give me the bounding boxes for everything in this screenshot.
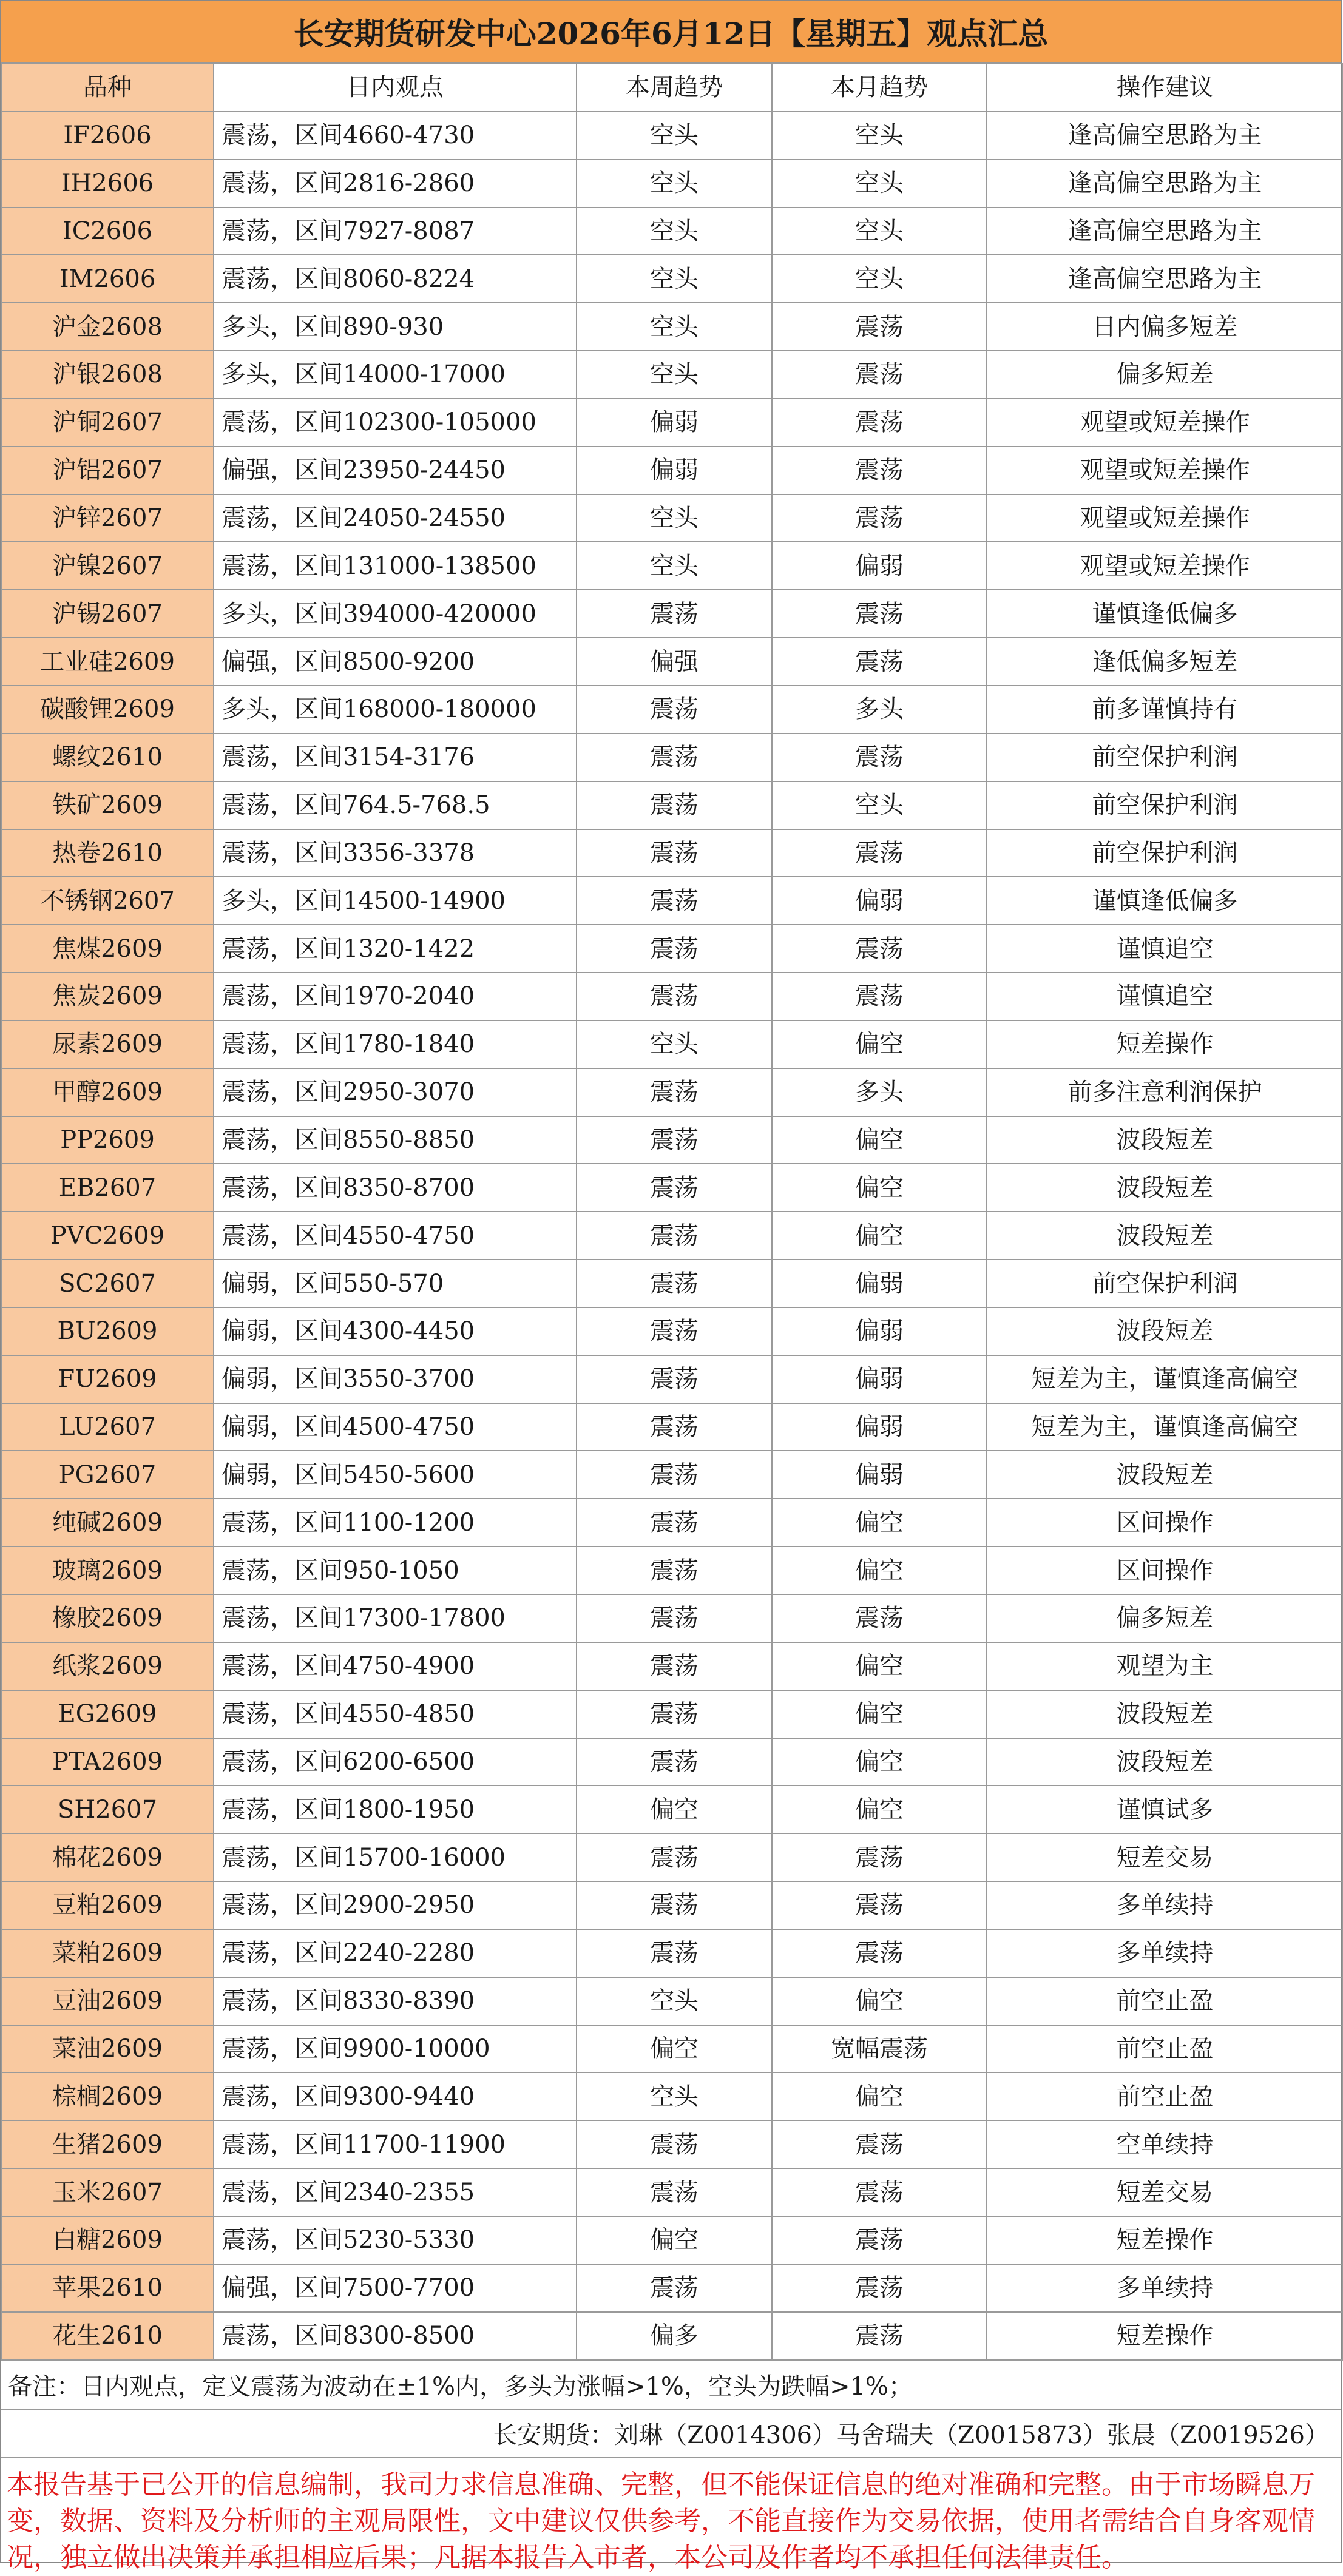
row-intraday-view: 震荡，区间9900-10000	[214, 2025, 577, 2073]
row-weekly-trend: 震荡	[577, 1546, 772, 1594]
row-weekly-trend: 偏多	[577, 2312, 772, 2360]
table-row	[1, 925, 1343, 973]
table-row	[1, 1164, 1343, 1212]
table-row	[1, 1499, 1343, 1546]
row-intraday-view: 震荡，区间4550-4750	[214, 1212, 577, 1259]
row-variety: 橡胶2609	[1, 1594, 214, 1642]
row-intraday-view: 震荡，区间1780-1840	[214, 1020, 577, 1068]
row-weekly-trend: 震荡	[577, 1690, 772, 1738]
row-monthly-trend: 震荡	[772, 447, 987, 494]
row-intraday-view: 多头，区间394000-420000	[214, 590, 577, 638]
table-row	[1, 733, 1343, 781]
row-suggestion: 前空止盈	[987, 1977, 1343, 2025]
row-variety: IH2606	[1, 160, 214, 207]
row-suggestion: 逢高偏空思路为主	[987, 207, 1343, 255]
row-weekly-trend: 震荡	[577, 1355, 772, 1403]
row-intraday-view: 震荡，区间11700-11900	[214, 2120, 577, 2168]
row-suggestion: 区间操作	[987, 1499, 1343, 1546]
table-row	[1, 1259, 1343, 1307]
row-intraday-view: 震荡，区间4550-4850	[214, 1690, 577, 1738]
row-variety: 苹果2610	[1, 2264, 214, 2312]
row-suggestion: 前空保护利润	[987, 781, 1343, 829]
table-row	[1, 781, 1343, 829]
row-variety: 螺纹2610	[1, 733, 214, 781]
row-intraday-view: 震荡，区间1800-1950	[214, 1785, 577, 1833]
table-row	[1, 1307, 1343, 1355]
row-monthly-trend: 震荡	[772, 399, 987, 447]
table-row	[1, 1403, 1343, 1451]
row-weekly-trend: 震荡	[577, 1929, 772, 1977]
row-weekly-trend: 震荡	[577, 1116, 772, 1164]
row-monthly-trend: 震荡	[772, 829, 987, 877]
row-variety: 尿素2609	[1, 1020, 214, 1068]
row-weekly-trend: 震荡	[577, 1212, 772, 1259]
row-weekly-trend: 偏空	[577, 1785, 772, 1833]
table-row	[1, 1785, 1343, 1833]
row-weekly-trend: 震荡	[577, 686, 772, 733]
row-intraday-view: 震荡，区间1970-2040	[214, 973, 577, 1020]
table-row	[1, 2168, 1343, 2216]
row-weekly-trend: 空头	[577, 1020, 772, 1068]
table-row	[1, 973, 1343, 1020]
row-weekly-trend: 震荡	[577, 973, 772, 1020]
row-intraday-view: 震荡，区间2816-2860	[214, 160, 577, 207]
table-row	[1, 399, 1343, 447]
row-suggestion: 逢高偏空思路为主	[987, 160, 1343, 207]
row-variety: 热卷2610	[1, 829, 214, 877]
table-row	[1, 2072, 1343, 2120]
row-suggestion: 前多谨慎持有	[987, 686, 1343, 733]
row-variety: 沪锌2607	[1, 494, 214, 542]
row-suggestion: 短差为主，谨慎逢高偏空	[987, 1403, 1343, 1451]
row-monthly-trend: 空头	[772, 255, 987, 303]
row-monthly-trend: 震荡	[772, 638, 987, 686]
table-row	[1, 1929, 1343, 1977]
row-variety: 纸浆2609	[1, 1642, 214, 1690]
row-monthly-trend: 偏空	[772, 1690, 987, 1738]
row-intraday-view: 偏弱，区间3550-3700	[214, 1355, 577, 1403]
row-intraday-view: 震荡，区间8060-8224	[214, 255, 577, 303]
row-variety: FU2609	[1, 1355, 214, 1403]
table-row	[1, 1546, 1343, 1594]
row-weekly-trend: 震荡	[577, 590, 772, 638]
row-weekly-trend: 空头	[577, 1977, 772, 2025]
row-monthly-trend: 偏空	[772, 1499, 987, 1546]
row-intraday-view: 震荡，区间5230-5330	[214, 2216, 577, 2264]
row-suggestion: 短差操作	[987, 1020, 1343, 1068]
row-suggestion: 前空止盈	[987, 2025, 1343, 2073]
row-variety: 棉花2609	[1, 1833, 214, 1881]
row-monthly-trend: 空头	[772, 160, 987, 207]
row-weekly-trend: 震荡	[577, 1833, 772, 1881]
row-intraday-view: 震荡，区间24050-24550	[214, 494, 577, 542]
row-intraday-view: 偏弱，区间4500-4750	[214, 1403, 577, 1451]
row-intraday-view: 多头，区间168000-180000	[214, 686, 577, 733]
row-weekly-trend: 空头	[577, 160, 772, 207]
row-intraday-view: 震荡，区间2240-2280	[214, 1929, 577, 1977]
row-intraday-view: 震荡，区间7927-8087	[214, 207, 577, 255]
row-suggestion: 逢高偏空思路为主	[987, 255, 1343, 303]
row-variety: 菜油2609	[1, 2025, 214, 2073]
row-weekly-trend: 偏弱	[577, 447, 772, 494]
row-monthly-trend: 震荡	[772, 925, 987, 973]
row-intraday-view: 震荡，区间3356-3378	[214, 829, 577, 877]
table-row	[1, 877, 1343, 925]
row-variety: 沪镍2607	[1, 542, 214, 590]
row-suggestion: 波段短差	[987, 1212, 1343, 1259]
table-row	[1, 2025, 1343, 2073]
row-intraday-view: 震荡，区间3154-3176	[214, 733, 577, 781]
row-variety: 花生2610	[1, 2312, 214, 2360]
table-row	[1, 1690, 1343, 1738]
row-intraday-view: 震荡，区间1100-1200	[214, 1499, 577, 1546]
row-monthly-trend: 震荡	[772, 2168, 987, 2216]
row-weekly-trend: 震荡	[577, 733, 772, 781]
row-monthly-trend: 偏弱	[772, 1259, 987, 1307]
table-row	[1, 1881, 1343, 1929]
row-weekly-trend: 偏空	[577, 2025, 772, 2073]
row-weekly-trend: 空头	[577, 112, 772, 160]
table-row	[1, 255, 1343, 303]
row-weekly-trend: 震荡	[577, 1403, 772, 1451]
row-weekly-trend: 空头	[577, 207, 772, 255]
row-intraday-view: 震荡，区间8300-8500	[214, 2312, 577, 2360]
row-suggestion: 波段短差	[987, 1164, 1343, 1212]
page-title: 长安期货研发中心2026年6月12日【星期五】观点汇总	[1, 1, 1341, 63]
row-monthly-trend: 震荡	[772, 733, 987, 781]
row-intraday-view: 多头，区间14500-14900	[214, 877, 577, 925]
row-intraday-view: 震荡，区间2900-2950	[214, 1881, 577, 1929]
table-row	[1, 1116, 1343, 1164]
analyst-credits: 长安期货：刘琳（Z0014306）马舍瑞夫（Z0015873）张晨（Z0019526）	[1, 2410, 1341, 2458]
row-variety: LU2607	[1, 1403, 214, 1451]
row-monthly-trend: 震荡	[772, 1929, 987, 1977]
row-monthly-trend: 偏空	[772, 1738, 987, 1786]
row-monthly-trend: 多头	[772, 686, 987, 733]
table-row	[1, 112, 1343, 160]
row-monthly-trend: 偏空	[772, 1642, 987, 1690]
table-row	[1, 1020, 1343, 1068]
table-body	[1, 112, 1343, 2360]
row-suggestion: 逢低偏多短差	[987, 638, 1343, 686]
row-suggestion: 观望或短差操作	[987, 542, 1343, 590]
table-row	[1, 829, 1343, 877]
row-variety: 沪铝2607	[1, 447, 214, 494]
row-variety: IC2606	[1, 207, 214, 255]
outlook-table	[1, 63, 1343, 2361]
row-suggestion: 前空保护利润	[987, 733, 1343, 781]
table-row	[1, 590, 1343, 638]
row-intraday-view: 震荡，区间950-1050	[214, 1546, 577, 1594]
row-variety: 豆油2609	[1, 1977, 214, 2025]
row-variety: PTA2609	[1, 1738, 214, 1786]
row-weekly-trend: 震荡	[577, 1068, 772, 1116]
row-weekly-trend: 空头	[577, 255, 772, 303]
row-intraday-view: 震荡，区间17300-17800	[214, 1594, 577, 1642]
row-suggestion: 谨慎逢低偏多	[987, 590, 1343, 638]
table-row	[1, 207, 1343, 255]
row-intraday-view: 震荡，区间2950-3070	[214, 1068, 577, 1116]
row-suggestion: 短差交易	[987, 2168, 1343, 2216]
table-row	[1, 2264, 1343, 2312]
row-variety: 豆粕2609	[1, 1881, 214, 1929]
row-variety: 棕榈2609	[1, 2072, 214, 2120]
row-variety: 菜粕2609	[1, 1929, 214, 1977]
row-weekly-trend: 偏弱	[577, 399, 772, 447]
row-intraday-view: 偏强，区间23950-24450	[214, 447, 577, 494]
table-row	[1, 494, 1343, 542]
row-weekly-trend: 震荡	[577, 781, 772, 829]
row-monthly-trend: 偏空	[772, 1977, 987, 2025]
row-monthly-trend: 空头	[772, 112, 987, 160]
row-weekly-trend: 震荡	[577, 1164, 772, 1212]
row-monthly-trend: 震荡	[772, 973, 987, 1020]
row-monthly-trend: 偏弱	[772, 542, 987, 590]
row-monthly-trend: 震荡	[772, 2312, 987, 2360]
table-header-row	[1, 64, 1343, 112]
row-variety: PP2609	[1, 1116, 214, 1164]
row-variety: 焦煤2609	[1, 925, 214, 973]
row-weekly-trend: 震荡	[577, 925, 772, 973]
table-row	[1, 1212, 1343, 1259]
row-weekly-trend: 震荡	[577, 1499, 772, 1546]
row-monthly-trend: 震荡	[772, 590, 987, 638]
row-monthly-trend: 偏弱	[772, 1307, 987, 1355]
table-row	[1, 160, 1343, 207]
row-weekly-trend: 震荡	[577, 1594, 772, 1642]
row-suggestion: 逢高偏空思路为主	[987, 112, 1343, 160]
row-intraday-view: 震荡，区间6200-6500	[214, 1738, 577, 1786]
row-monthly-trend: 偏空	[772, 1164, 987, 1212]
row-suggestion: 波段短差	[987, 1451, 1343, 1499]
row-weekly-trend: 空头	[577, 542, 772, 590]
row-variety: 碳酸锂2609	[1, 686, 214, 733]
row-variety: BU2609	[1, 1307, 214, 1355]
row-intraday-view: 偏弱，区间550-570	[214, 1259, 577, 1307]
row-intraday-view: 震荡，区间8350-8700	[214, 1164, 577, 1212]
disclaimer-text: 本报告基于已公开的信息编制，我司力求信息准确、完整，但不能保证信息的绝对准确和完整。由于市场瞬息万变，数据、资料及分析师的主观局限性，文中建议仅供参考，不能直接作为交易依据，使用者需结合自身客观情况，独立做出决策并承担相应后果；凡据本报告入市者，本公司及作者均不承担任何法律责任。	[7, 2469, 1315, 2573]
row-monthly-trend: 震荡	[772, 303, 987, 351]
row-variety: IF2606	[1, 112, 214, 160]
row-suggestion: 偏多短差	[987, 351, 1343, 399]
row-suggestion: 多单续持	[987, 1929, 1343, 1977]
row-suggestion: 观望或短差操作	[987, 494, 1343, 542]
row-variety: PG2607	[1, 1451, 214, 1499]
row-monthly-trend: 偏空	[772, 2072, 987, 2120]
row-monthly-trend: 偏弱	[772, 1355, 987, 1403]
row-variety: 玻璃2609	[1, 1546, 214, 1594]
row-weekly-trend: 震荡	[577, 877, 772, 925]
table-row	[1, 1738, 1343, 1786]
table-note: 备注：日内观点，定义震荡为波动在±1%内，多头为涨幅>1%，空头为跌幅>1%；	[1, 2361, 1341, 2410]
row-variety: 白糖2609	[1, 2216, 214, 2264]
table-row	[1, 351, 1343, 399]
row-variety: EG2609	[1, 1690, 214, 1738]
row-monthly-trend: 宽幅震荡	[772, 2025, 987, 2073]
row-variety: 沪金2608	[1, 303, 214, 351]
row-monthly-trend: 偏弱	[772, 1403, 987, 1451]
row-weekly-trend: 震荡	[577, 1881, 772, 1929]
row-monthly-trend: 空头	[772, 207, 987, 255]
row-intraday-view: 震荡，区间1320-1422	[214, 925, 577, 973]
row-variety: SC2607	[1, 1259, 214, 1307]
row-intraday-view: 震荡，区间9300-9440	[214, 2072, 577, 2120]
table-row	[1, 1833, 1343, 1881]
row-variety: 沪锡2607	[1, 590, 214, 638]
row-intraday-view: 震荡，区间15700-16000	[214, 1833, 577, 1881]
row-variety: SH2607	[1, 1785, 214, 1833]
row-suggestion: 谨慎追空	[987, 973, 1343, 1020]
row-weekly-trend: 空头	[577, 351, 772, 399]
row-suggestion: 短差为主，谨慎逢高偏空	[987, 1355, 1343, 1403]
row-intraday-view: 偏强，区间7500-7700	[214, 2264, 577, 2312]
row-intraday-view: 震荡，区间8550-8850	[214, 1116, 577, 1164]
row-weekly-trend: 偏空	[577, 2216, 772, 2264]
row-monthly-trend: 空头	[772, 781, 987, 829]
row-intraday-view: 多头，区间890-930	[214, 303, 577, 351]
row-variety: EB2607	[1, 1164, 214, 1212]
row-monthly-trend: 偏弱	[772, 1451, 987, 1499]
table-row	[1, 2312, 1343, 2360]
header-monthly-trend: 本月趋势	[772, 64, 987, 112]
row-intraday-view: 震荡，区间4660-4730	[214, 112, 577, 160]
row-weekly-trend: 空头	[577, 2072, 772, 2120]
row-monthly-trend: 偏空	[772, 1212, 987, 1259]
row-suggestion: 波段短差	[987, 1116, 1343, 1164]
row-suggestion: 偏多短差	[987, 1594, 1343, 1642]
row-variety: 甲醇2609	[1, 1068, 214, 1116]
table-row	[1, 2120, 1343, 2168]
row-suggestion: 波段短差	[987, 1307, 1343, 1355]
row-intraday-view: 多头，区间14000-17000	[214, 351, 577, 399]
row-suggestion: 谨慎试多	[987, 1785, 1343, 1833]
table-row	[1, 1642, 1343, 1690]
row-weekly-trend: 偏强	[577, 638, 772, 686]
table-row	[1, 542, 1343, 590]
row-monthly-trend: 偏空	[772, 1116, 987, 1164]
row-monthly-trend: 震荡	[772, 1881, 987, 1929]
table-row	[1, 686, 1343, 733]
row-variety: 玉米2607	[1, 2168, 214, 2216]
row-suggestion: 前空止盈	[987, 2072, 1343, 2120]
row-suggestion: 多单续持	[987, 1881, 1343, 1929]
row-suggestion: 前多注意利润保护	[987, 1068, 1343, 1116]
row-weekly-trend: 震荡	[577, 1259, 772, 1307]
row-variety: 不锈钢2607	[1, 877, 214, 925]
row-weekly-trend: 震荡	[577, 2120, 772, 2168]
row-weekly-trend: 空头	[577, 303, 772, 351]
table-row	[1, 1068, 1343, 1116]
row-weekly-trend: 震荡	[577, 1738, 772, 1786]
row-monthly-trend: 多头	[772, 1068, 987, 1116]
row-monthly-trend: 偏空	[772, 1785, 987, 1833]
row-weekly-trend: 震荡	[577, 2264, 772, 2312]
row-suggestion: 观望或短差操作	[987, 447, 1343, 494]
table-row	[1, 638, 1343, 686]
row-weekly-trend: 震荡	[577, 1307, 772, 1355]
row-suggestion: 多单续持	[987, 2264, 1343, 2312]
row-monthly-trend: 偏空	[772, 1020, 987, 1068]
row-variety: 生猪2609	[1, 2120, 214, 2168]
row-suggestion: 谨慎追空	[987, 925, 1343, 973]
row-variety: 铁矿2609	[1, 781, 214, 829]
row-intraday-view: 偏强，区间8500-9200	[214, 638, 577, 686]
row-suggestion: 短差操作	[987, 2312, 1343, 2360]
row-suggestion: 观望为主	[987, 1642, 1343, 1690]
row-monthly-trend: 震荡	[772, 2264, 987, 2312]
table-row	[1, 1451, 1343, 1499]
row-intraday-view: 震荡，区间2340-2355	[214, 2168, 577, 2216]
row-monthly-trend: 偏空	[772, 1546, 987, 1594]
row-intraday-view: 震荡，区间764.5-768.5	[214, 781, 577, 829]
row-suggestion: 空单续持	[987, 2120, 1343, 2168]
table-row	[1, 1977, 1343, 2025]
row-variety: 沪银2608	[1, 351, 214, 399]
row-variety: 焦炭2609	[1, 973, 214, 1020]
row-monthly-trend: 震荡	[772, 1594, 987, 1642]
row-intraday-view: 震荡，区间102300-105000	[214, 399, 577, 447]
row-variety: 沪铜2607	[1, 399, 214, 447]
row-intraday-view: 偏弱，区间4300-4450	[214, 1307, 577, 1355]
row-suggestion: 日内偏多短差	[987, 303, 1343, 351]
row-variety: PVC2609	[1, 1212, 214, 1259]
row-suggestion: 谨慎逢低偏多	[987, 877, 1343, 925]
row-variety: 纯碱2609	[1, 1499, 214, 1546]
row-monthly-trend: 震荡	[772, 2120, 987, 2168]
row-intraday-view: 偏弱，区间5450-5600	[214, 1451, 577, 1499]
row-suggestion: 波段短差	[987, 1690, 1343, 1738]
row-intraday-view: 震荡，区间4750-4900	[214, 1642, 577, 1690]
row-weekly-trend: 震荡	[577, 2168, 772, 2216]
row-intraday-view: 震荡，区间8330-8390	[214, 1977, 577, 2025]
table-row	[1, 2216, 1343, 2264]
table-row	[1, 303, 1343, 351]
table-row	[1, 1355, 1343, 1403]
table-row	[1, 447, 1343, 494]
row-monthly-trend: 震荡	[772, 1833, 987, 1881]
row-monthly-trend: 震荡	[772, 351, 987, 399]
header-suggestion: 操作建议	[987, 64, 1343, 112]
header-intraday-view: 日内观点	[214, 64, 577, 112]
row-weekly-trend: 震荡	[577, 1451, 772, 1499]
row-weekly-trend: 震荡	[577, 1642, 772, 1690]
row-variety: IM2606	[1, 255, 214, 303]
row-suggestion: 短差交易	[987, 1833, 1343, 1881]
row-variety: 工业硅2609	[1, 638, 214, 686]
row-weekly-trend: 空头	[577, 494, 772, 542]
row-suggestion: 短差操作	[987, 2216, 1343, 2264]
row-weekly-trend: 震荡	[577, 829, 772, 877]
header-weekly-trend: 本周趋势	[577, 64, 772, 112]
table-row	[1, 1594, 1343, 1642]
header-variety: 品种	[1, 64, 214, 112]
row-suggestion: 区间操作	[987, 1546, 1343, 1594]
row-monthly-trend: 震荡	[772, 494, 987, 542]
row-intraday-view: 震荡，区间131000-138500	[214, 542, 577, 590]
row-monthly-trend: 震荡	[772, 2216, 987, 2264]
row-suggestion: 波段短差	[987, 1738, 1343, 1786]
row-suggestion: 前空保护利润	[987, 829, 1343, 877]
row-suggestion: 观望或短差操作	[987, 399, 1343, 447]
row-monthly-trend: 偏弱	[772, 877, 987, 925]
row-suggestion: 前空保护利润	[987, 1259, 1343, 1307]
